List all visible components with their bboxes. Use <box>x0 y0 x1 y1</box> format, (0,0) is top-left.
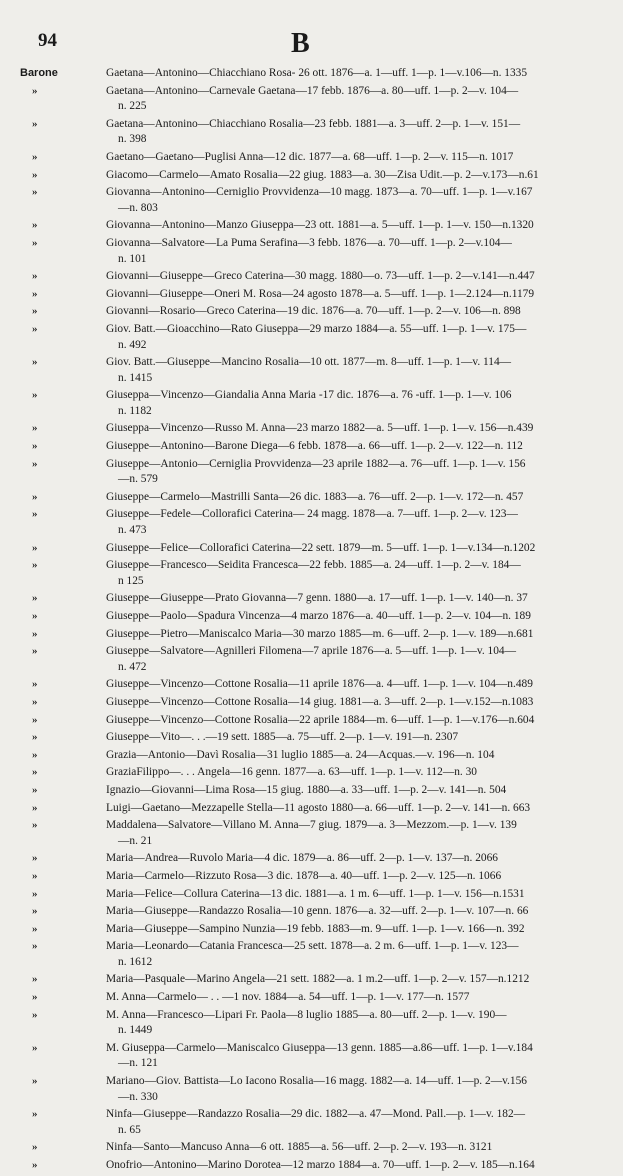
ditto-mark: » <box>32 236 38 249</box>
ditto-mark: » <box>32 1141 38 1154</box>
list-item <box>0 869 623 885</box>
entry-text: Giov. Batt.—Gioacchino—Rato Giuseppa—29 marzo 1884—a. 55—uff. 1—p. 1—v. 175— <box>106 322 527 335</box>
entry-text: Giuseppe—Antonino—Barone Diega—6 febb. 1878—a. 66—uff. 1—p. 2—v. 122—n. 112 <box>106 440 523 453</box>
list-item <box>0 490 623 506</box>
ditto-mark: » <box>32 287 38 300</box>
ditto-mark: » <box>32 305 38 318</box>
entry-text: Giuseppe—Vincenzo—Cottone Rosalia—22 aprile 1884—m. 6—uff. 1—p. 1—v.176—n.604 <box>106 713 535 726</box>
ditto-mark: » <box>32 270 38 283</box>
ditto-mark: » <box>32 678 38 691</box>
entry-text: Giovanni—Giuseppe—Greco Caterina—30 magg. 1880—o. 73—uff. 1—p. 2—v.141—n.447 <box>106 270 535 283</box>
entry-text: Giovanni—Giuseppe—Oneri M. Rosa—24 agosto 1878—a. 5—uff. 1—p. 1—2.124—n.1179 <box>106 287 535 300</box>
entry-text: Ninfa—Giuseppe—Randazzo Rosalia—29 dic. 1882—a. 47—Mond. Pall.—p. 1—v. 182— <box>106 1108 526 1121</box>
list-item <box>0 117 623 148</box>
ditto-mark: » <box>32 389 38 402</box>
entry-continuation: n. 472 <box>118 660 147 673</box>
list-item <box>0 269 623 285</box>
ditto-mark: » <box>32 559 38 572</box>
ditto-mark: » <box>32 490 38 503</box>
entry-text: Maria—Giuseppe—Sampino Nunzia—19 febb. 1883—m. 9—uff. 1—p. 1—v. 166—n. 392 <box>106 922 525 935</box>
ditto-mark: » <box>32 695 38 708</box>
ditto-mark: » <box>32 117 38 130</box>
entry-text: Giuseppe—Antonio—Cerniglia Provvidenza—23 aprile 1882—a. 76—uff. 1—p. 1—v. 156 <box>106 457 526 470</box>
list-item <box>0 1008 623 1039</box>
entry-list <box>0 66 623 1176</box>
entry-text: Giovanna—Antonino—Cerniglio Provvidenza—10 magg. 1873—a. 70—uff. 1—p. 1—v.167 <box>106 186 533 199</box>
entry-text: Luigi—Gaetano—Mezzapelle Stella—11 agosto 1880—a. 66—uff. 1—p. 2—v. 141—n. 663 <box>106 801 531 814</box>
list-item <box>0 185 623 216</box>
list-item <box>0 304 623 320</box>
entry-continuation: n. 1182 <box>118 404 152 417</box>
list-item <box>0 609 623 625</box>
ditto-mark: » <box>32 905 38 918</box>
entry-continuation: —n. 330 <box>118 1090 158 1103</box>
list-item <box>0 972 623 988</box>
list-item <box>0 421 623 437</box>
entry-text: Giuseppe—Vincenzo—Cottone Rosalia—14 giug. 1881—a. 3—uff. 2—p. 1—v.152—n.1083 <box>106 695 534 708</box>
entry-text: Ignazio—Giovanni—Lima Rosa—15 giug. 1880—a. 33—uff. 1—p. 2—v. 141—n. 504 <box>106 783 507 796</box>
ditto-mark: » <box>32 592 38 605</box>
ditto-mark: » <box>32 819 38 832</box>
entry-text: Giuseppa—Vincenzo—Giandalia Anna Maria -17 dic. 1876—a. 76 -uff. 1—p. 1—v. 106 <box>106 389 512 402</box>
ditto-mark: » <box>32 887 38 900</box>
entry-text: Giuseppe—Paolo—Spadura Vincenza—4 marzo 1876—a. 40—uff. 1—p. 2—v. 104—n. 189 <box>106 610 531 622</box>
list-item <box>0 84 623 115</box>
entry-continuation: —n. 803 <box>118 201 158 214</box>
list-item <box>0 457 623 488</box>
section-letter: B <box>291 28 310 59</box>
ditto-mark: » <box>32 940 38 953</box>
list-item <box>0 904 623 920</box>
ditto-mark: » <box>32 991 38 1004</box>
ditto-mark: » <box>32 1041 38 1054</box>
list-item <box>0 730 623 746</box>
list-item <box>0 748 623 764</box>
entry-text: Gaetana—Antonino—Chiacchiano Rosalia—23 febb. 1881—a. 3—uff. 2—p. 1—v. 151— <box>106 117 521 130</box>
list-item <box>0 713 623 729</box>
entry-continuation: n. 398 <box>118 133 147 146</box>
entry-text: M. Anna—Francesco—Lipari Fr. Paola—8 luglio 1885—a. 80—uff. 2—p. 1—v. 190— <box>106 1008 507 1021</box>
list-item <box>0 168 623 184</box>
list-item <box>0 644 623 675</box>
ditto-mark: » <box>32 766 38 779</box>
entry-text: Giuseppe—Francesco—Seidita Francesca—22 febb. 1885—a. 24—uff. 1—p. 2—v. 184— <box>106 559 521 572</box>
list-item <box>0 591 623 607</box>
ditto-mark: » <box>32 440 38 453</box>
ditto-mark: » <box>32 731 38 744</box>
entry-continuation: —n. 579 <box>118 473 158 486</box>
entry-text: Giacomo—Carmelo—Amato Rosalia—22 giug. 1883—a. 30—Zisa Udit.—p. 2—v.173—n.61 <box>106 168 539 181</box>
list-item <box>0 851 623 867</box>
ditto-mark: » <box>32 852 38 865</box>
ditto-mark: » <box>32 322 38 335</box>
entry-text: Giuseppe—Fedele—Collorafici Caterina— 24 magg. 1878—a. 7—uff. 1—p. 2—v. 123— <box>106 508 518 521</box>
ditto-mark: » <box>32 541 38 554</box>
ditto-mark: » <box>32 168 38 181</box>
entry-text: Giuseppe—Salvatore—Agnilleri Filomena—7 aprile 1876—a. 5—uff. 1—p. 1—v. 104— <box>106 645 516 658</box>
list-item <box>0 507 623 538</box>
list-item <box>0 887 623 903</box>
entry-text: GraziaFilippo—. . . Angela—16 genn. 1877—a. 63—uff. 1—p. 1—v. 112—n. 30 <box>106 766 477 779</box>
entry-text: Giuseppe—Giuseppe—Prato Giovanna—7 genn. 1880—a. 17—uff. 1—p. 1—v. 140—n. 37 <box>106 592 528 605</box>
list-item <box>0 1041 623 1072</box>
entry-continuation: n. 101 <box>118 252 147 265</box>
ditto-mark: » <box>32 713 38 726</box>
list-item <box>0 1107 623 1138</box>
ditto-mark: » <box>32 869 38 882</box>
ditto-mark: » <box>32 457 38 470</box>
list-item <box>0 765 623 781</box>
entry-text: Giuseppe—Carmelo—Mastrilli Santa—26 dic. 1883—a. 76—uff. 2—p. 1—v. 172—n. 457 <box>106 490 524 503</box>
entry-text: Maria—Felice—Collura Caterina—13 dic. 1881—a. 1 m. 6—uff. 1—p. 1—v. 156—n.1531 <box>106 887 525 900</box>
entry-continuation: n 125 <box>118 574 144 587</box>
entry-text: Maria—Carmelo—Rizzuto Rosa—3 dic. 1878—a. 40—uff. 1—p. 2—v. 125—n. 1066 <box>106 869 502 882</box>
entry-continuation: n. 1415 <box>118 371 153 384</box>
entry-text: Maria—Leonardo—Catania Francesca—25 sett. 1878—a. 2 m. 6—uff. 1—p. 1—v. 123— <box>106 940 519 953</box>
entry-text: M. Giuseppa—Carmelo—Maniscalco Giuseppa—13 genn. 1885—a.86—uff. 1—p. 1—v.184 <box>106 1041 533 1054</box>
list-item <box>0 287 623 303</box>
ditto-mark: » <box>32 922 38 935</box>
ditto-mark: » <box>32 973 38 986</box>
ditto-mark: » <box>32 645 38 658</box>
list-item <box>0 66 623 82</box>
entry-continuation: n. 1612 <box>118 955 153 968</box>
list-item <box>0 218 623 234</box>
entry-text: Maria—Pasquale—Marino Angela—21 sett. 1882—a. 1 m.2—uff. 1—p. 2—v. 157—n.1212 <box>106 973 530 986</box>
entry-text: M. Anna—Carmelo— . . —1 nov. 1884—a. 54—uff. 1—p. 1—v. 177—n. 1577 <box>106 991 470 1004</box>
entry-text: Onofrio—Antonino—Marino Dorotea—12 marzo 1884—a. 70—uff. 1—p. 2—v. 185—n.164 <box>106 1159 535 1171</box>
entry-text: Giuseppe—Felice—Collorafici Caterina—22 sett. 1879—m. 5—uff. 1—p. 1—v.134—n.1202 <box>106 541 536 554</box>
ditto-mark: » <box>32 783 38 796</box>
ditto-mark: » <box>32 1008 38 1021</box>
list-item <box>0 627 623 643</box>
ditto-mark: » <box>32 186 38 199</box>
list-item <box>0 990 623 1006</box>
entry-text: Giuseppa—Vincenzo—Russo M. Anna—23 marzo 1882—a. 5—uff. 1—p. 1—v. 156—n.439 <box>106 422 534 435</box>
entry-text: Giov. Batt.—Giuseppe—Mancino Rosalia—10 ott. 1877—m. 8—uff. 1—p. 1—v. 114— <box>106 356 512 369</box>
ditto-mark: » <box>32 219 38 232</box>
entry-text: Giovanna—Antonino—Manzo Giuseppa—23 ott. 1881—a. 5—uff. 1—p. 1—v. 150—n.1320 <box>106 219 534 232</box>
list-item <box>0 1074 623 1105</box>
ditto-mark: » <box>32 1159 38 1171</box>
list-item <box>0 388 623 419</box>
ditto-mark: » <box>32 1108 38 1121</box>
ditto-mark: » <box>32 801 38 814</box>
ditto-mark: » <box>32 508 38 521</box>
entry-text: Gaetano—Gaetano—Puglisi Anna—12 dic. 1877—a. 68—uff. 1—p. 2—v. 115—n. 1017 <box>106 150 514 163</box>
entry-text: Ninfa—Santo—Mancuso Anna—6 ott. 1885—a. 56—uff. 2—p. 2—v. 193—n. 3121 <box>106 1141 493 1154</box>
ditto-mark: » <box>32 84 38 97</box>
ditto-mark: » <box>32 627 38 640</box>
entry-continuation: n. 65 <box>118 1123 141 1136</box>
list-item <box>0 677 623 693</box>
entry-text: Mariano—Giov. Battista—Lo Iacono Rosalia—16 magg. 1882—a. 14—uff. 1—p. 2—v.156 <box>106 1075 527 1088</box>
ditto-mark: » <box>32 610 38 622</box>
list-item <box>0 1158 623 1174</box>
entry-text: Giuseppe—Vincenzo—Cottone Rosalia—11 aprile 1876—a. 4—uff. 1—p. 1—v. 104—n.489 <box>106 678 533 691</box>
entry-text: Maria—Giuseppe—Randazzo Rosalia—10 genn. 1876—a. 32—uff. 2—p. 1—v. 107—n. 66 <box>106 905 529 918</box>
list-item <box>0 150 623 166</box>
list-item <box>0 236 623 267</box>
list-item <box>0 783 623 799</box>
entry-continuation: —n. 121 <box>118 1057 158 1070</box>
list-item <box>0 1140 623 1156</box>
list-item <box>0 695 623 711</box>
entry-text: Grazia—Antonio—Davì Rosalia—31 luglio 1885—a. 24—Acquas.—v. 196—n. 104 <box>106 748 495 761</box>
entry-text: Gaetana—Antonino—Carnevale Gaetana—17 febb. 1876—a. 80—uff. 1—p. 2—v. 104— <box>106 84 519 97</box>
ditto-mark: » <box>32 150 38 163</box>
entry-continuation: n. 492 <box>118 338 147 351</box>
entry-spacer <box>0 1174 623 1176</box>
entry-continuation: n. 1449 <box>118 1024 153 1037</box>
ditto-mark: » <box>32 356 38 369</box>
entry-text: Giovanni—Rosario—Greco Caterina—19 dic. 1876—a. 70—uff. 1—p. 2—v. 106—n. 898 <box>106 305 521 318</box>
page-number: 94 <box>38 30 57 51</box>
list-item <box>0 922 623 938</box>
ditto-mark: » <box>32 1075 38 1088</box>
list-item <box>0 541 623 557</box>
list-item <box>0 939 623 970</box>
list-item <box>0 355 623 386</box>
entry-text: Maddalena—Salvatore—Villano M. Anna—7 giug. 1879—a. 3—Mezzom.—p. 1—v. 139 <box>106 819 517 832</box>
list-item <box>0 801 623 817</box>
ditto-mark: » <box>32 422 38 435</box>
list-item <box>0 322 623 353</box>
entry-text: Giuseppe—Pietro—Maniscalco Maria—30 marzo 1885—m. 6—uff. 2—p. 1—v. 189—n.681 <box>106 627 534 640</box>
list-item <box>0 558 623 589</box>
surname-label: Barone <box>20 67 58 79</box>
entry-continuation: n. 225 <box>118 100 147 113</box>
list-item <box>0 818 623 849</box>
entry-continuation: n. 473 <box>118 524 147 537</box>
entry-text: Giovanna—Salvatore—La Puma Serafina—3 febb. 1876—a. 70—uff. 1—p. 2—v.104— <box>106 236 512 249</box>
ditto-mark: » <box>32 748 38 761</box>
entry-continuation: —n. 21 <box>118 834 153 847</box>
list-item <box>0 439 623 455</box>
entry-text: Maria—Andrea—Ruvolo Maria—4 dic. 1879—a. 86—uff. 2—p. 1—v. 137—n. 2066 <box>106 852 498 865</box>
entry-text: Gaetana—Antonino—Chiacchiano Rosa- 26 ott. 1876—a. 1—uff. 1—p. 1—v.106—n. 1335 <box>106 67 528 79</box>
entry-text: Giuseppe—Vito—. . .—19 sett. 1885—a. 75—uff. 2—p. 1—v. 191—n. 2307 <box>106 731 459 744</box>
